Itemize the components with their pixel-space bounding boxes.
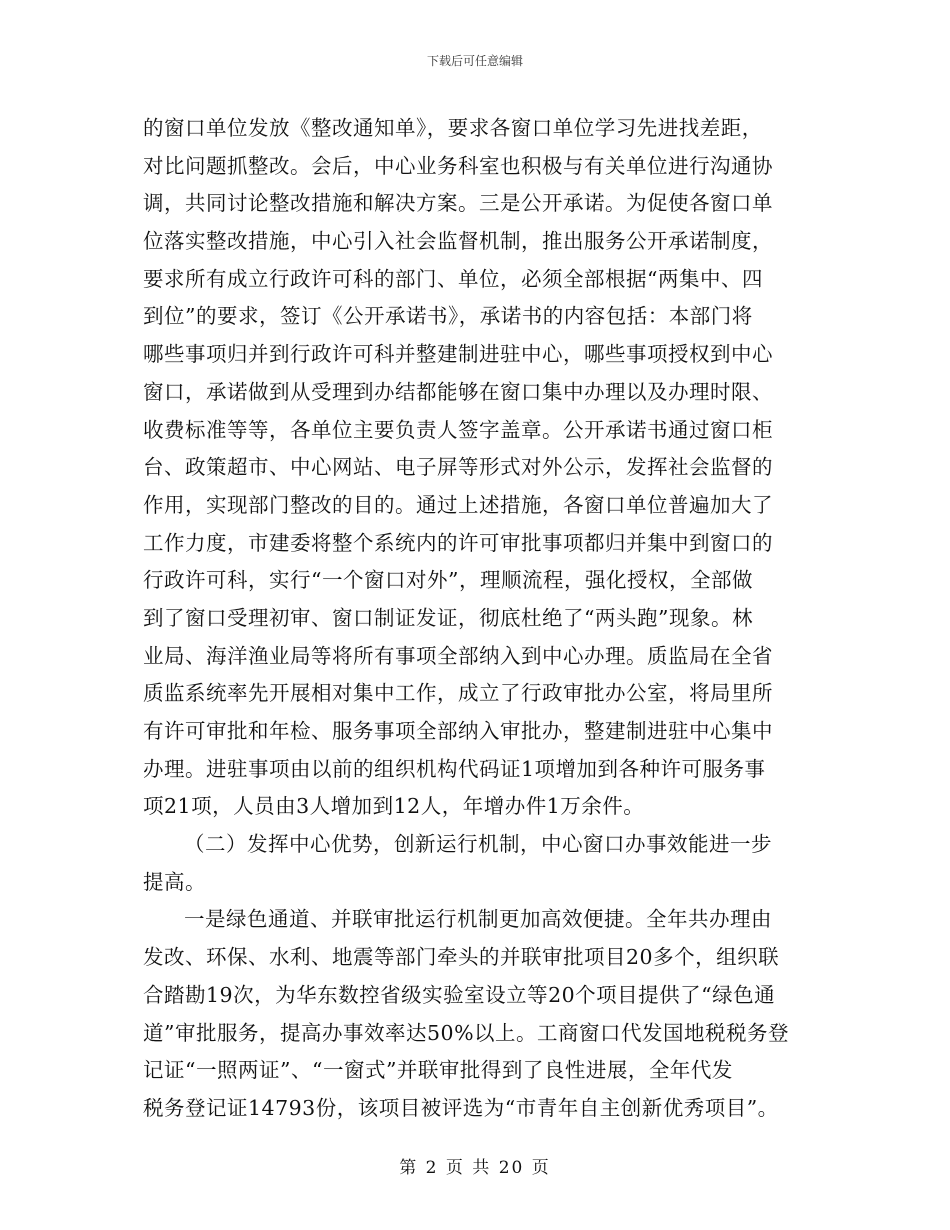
text-line: 业局、海洋渔业局等将所有事项全部纳入到中心办理。质监局在全省	[143, 643, 773, 668]
text-line: 工作力度，市建委将整个系统内的许可审批事项都归并集中到窗口的	[143, 530, 773, 555]
document-body	[143, 110, 807, 1128]
text-line: 发改、环保、水利、地震等部门牵头的并联审批项目20多个，组织联	[143, 945, 780, 970]
text-line: 提高。	[143, 869, 206, 894]
text-line: 对比问题抓整改。会后，中心业务科室也积极与有关单位进行沟通协	[143, 153, 773, 178]
text-line: 的窗口单位发放《整改通知单》，要求各窗口单位学习先进找差距，	[143, 116, 763, 140]
text-line: 位落实整改措施，中心引入社会监督机制，推出服务公开承诺制度，	[143, 229, 773, 254]
text-line: 记证“一照两证”、“一窗式”并联审批得到了良性进展，全年代发	[143, 1058, 733, 1083]
text-line: 到位”的要求，签订《公开承诺书》，承诺书的内容包括：本部门将	[143, 304, 753, 329]
page-footer: 第 2 页 共 20 页	[399, 1158, 551, 1178]
text-line: 一是绿色通道、并联审批运行机制更加高效便捷。全年共办理由	[184, 907, 772, 932]
text-line: 窗口，承诺做到从受理到办结都能够在窗口集中办理以及办理时限、	[143, 379, 773, 404]
text-line: 有许可审批和年检、服务事项全部纳入审批办，整建制进驻中心集中	[143, 719, 773, 743]
text-line: 作用，实现部门整改的目的。通过上述措施，各窗口单位普遍加大了	[143, 492, 773, 517]
text-line: 到了窗口受理初审、窗口制证发证，彻底杜绝了“两头跑”现象。林	[143, 605, 753, 630]
paragraph	[143, 826, 807, 901]
text-line: 合踏勘19次，为华东数控省级实验室设立等20个项目提供了“绿色通	[143, 982, 776, 1007]
text-line: 税务登记证14793份，该项目被评选为“市青年自主创新优秀项目”。	[143, 1095, 779, 1120]
text-line: 项21项，人员由3人增加到12人，年增办件1万余件。	[143, 794, 645, 819]
text-line: 调，共同讨论整改措施和解决方案。三是公开承诺。为促使各窗口单	[143, 191, 773, 216]
text-line: 哪些事项归并到行政许可科并整建制进驻中心，哪些事项授权到中心	[143, 342, 773, 367]
text-line: 行政许可科，实行“一个窗口对外”，理顺流程，强化授权，全部做	[143, 568, 753, 593]
page-header: 下载后可任意编辑	[426, 54, 523, 68]
text-line: （二）发挥中心优势，创新运行机制，中心窗口办事效能进一步	[184, 832, 772, 857]
paragraph	[143, 110, 807, 826]
text-line: 道”审批服务，提高办事效率达50%以上。工商窗口代发国地税税务登	[143, 1020, 790, 1045]
paragraph	[143, 901, 807, 1127]
text-line: 质监系统率先开展相对集中工作，成立了行政审批办公室，将局里所	[143, 681, 773, 706]
text-line: 台、政策超市、中心网站、电子屏等形式对外公示，发挥社会监督的	[143, 455, 773, 480]
text-line: 要求所有成立行政许可科的部门、单位，必须全部根据“两集中、四	[143, 266, 763, 291]
text-line: 收费标准等等，各单位主要负责人签字盖章。公开承诺书通过窗口柜	[143, 417, 773, 442]
text-line: 办理。进驻事项由以前的组织机构代码证1项增加到各种许可服务事	[143, 756, 766, 781]
